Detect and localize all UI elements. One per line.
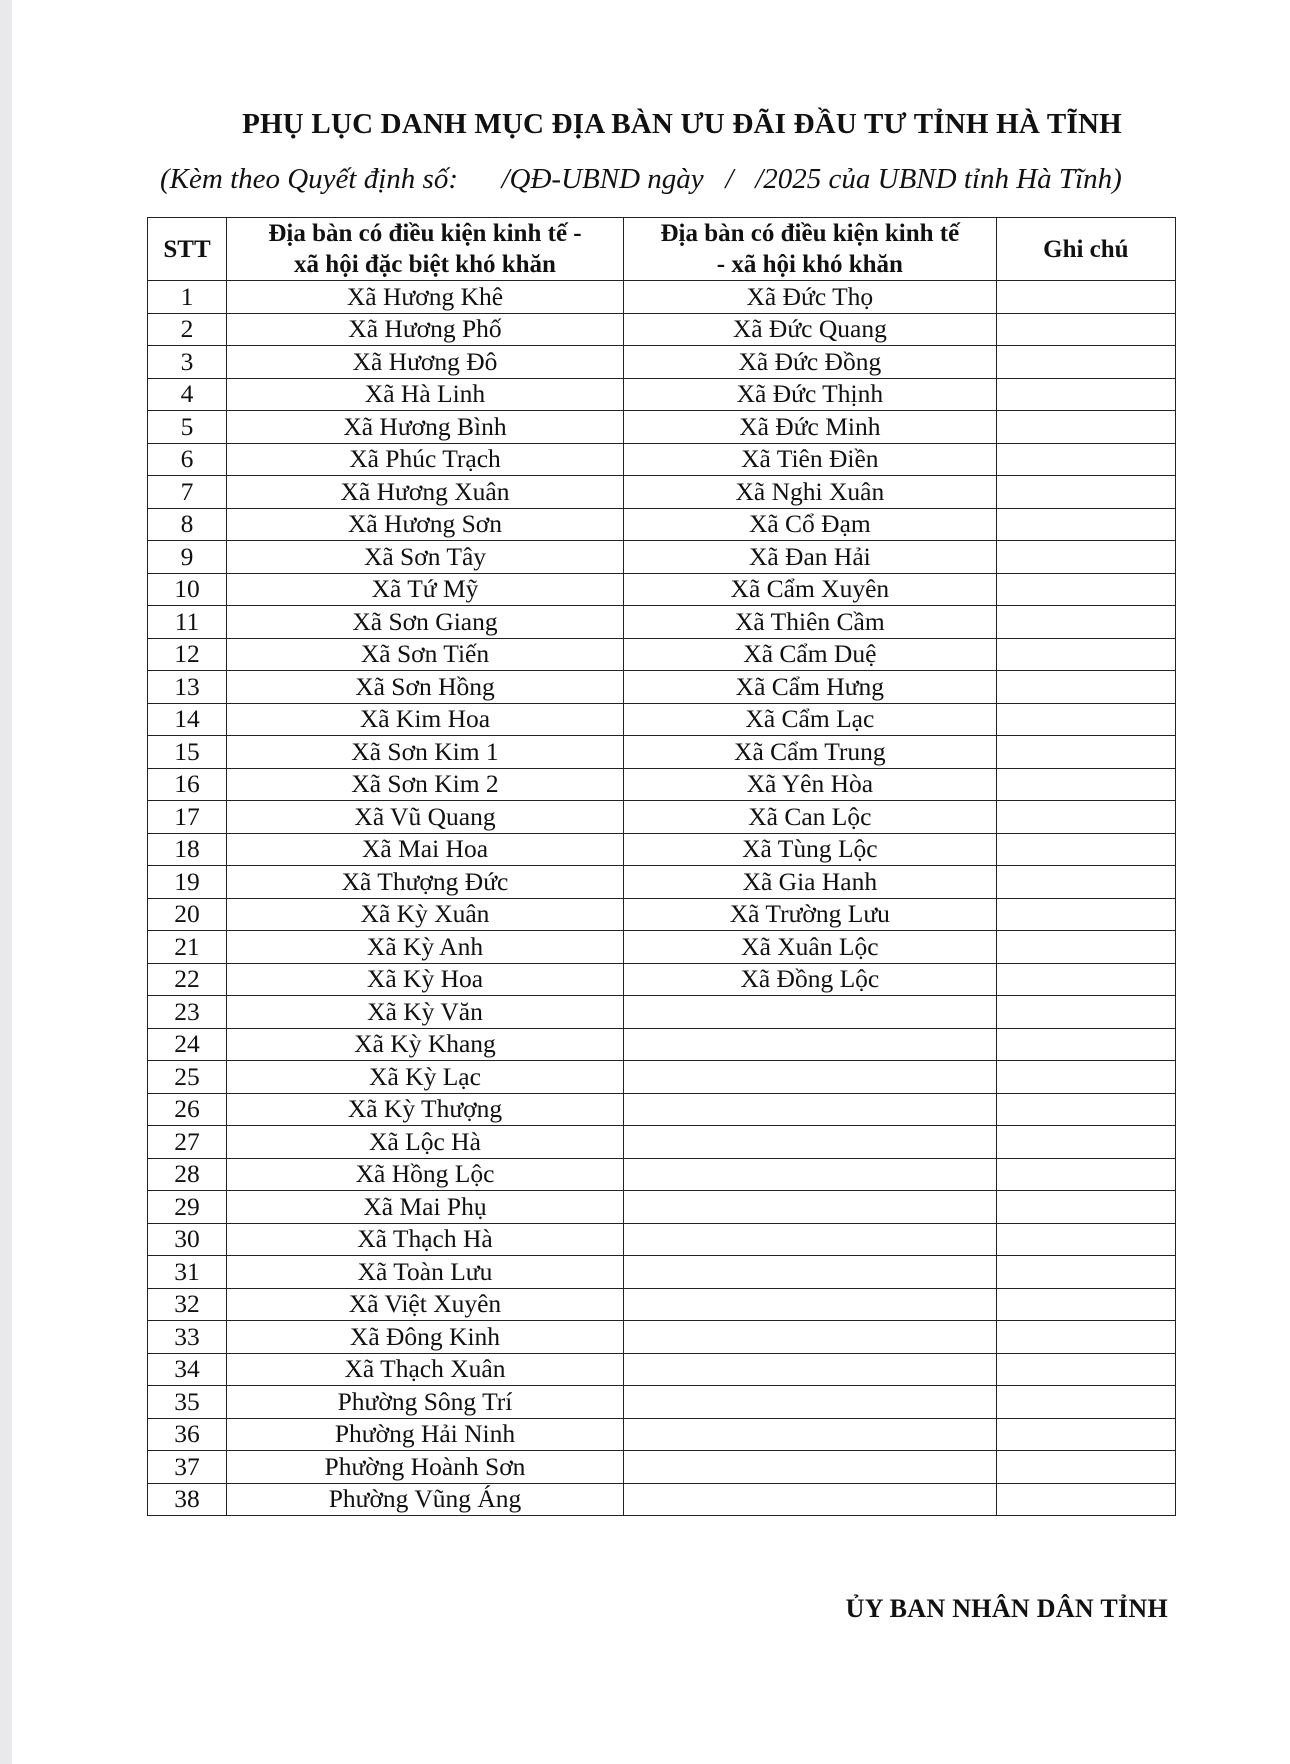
cell-special-difficult-area: Xã Hương Sơn xyxy=(226,508,623,541)
cell-special-difficult-area: Xã Sơn Tiến xyxy=(226,638,623,671)
document-title: PHỤ LỤC DANH MỤC ĐỊA BÀN ƯU ĐÃI ĐẦU TƯ TỈNH HÀ TĨNH xyxy=(242,108,1122,140)
table-row xyxy=(148,898,1176,931)
cell-note xyxy=(996,476,1175,509)
cell-stt: 24 xyxy=(148,1028,227,1061)
cell-special-difficult-area: Xã Tứ Mỹ xyxy=(226,573,623,606)
cell-special-difficult-area: Phường Vũng Áng xyxy=(226,1483,623,1516)
cell-special-difficult-area: Xã Kỳ Khang xyxy=(226,1028,623,1061)
cell-difficult-area: Xã Cổ Đạm xyxy=(624,508,997,541)
cell-note xyxy=(996,1028,1175,1061)
cell-stt: 27 xyxy=(148,1126,227,1159)
cell-special-difficult-area: Xã Hương Đô xyxy=(226,346,623,379)
cell-special-difficult-area: Xã Sơn Hồng xyxy=(226,671,623,704)
cell-note xyxy=(996,1061,1175,1094)
cell-special-difficult-area: Xã Việt Xuyên xyxy=(226,1288,623,1321)
cell-difficult-area: Xã Đức Thọ xyxy=(624,281,997,314)
cell-special-difficult-area: Xã Hương Phố xyxy=(226,313,623,346)
cell-difficult-area xyxy=(624,996,997,1029)
cell-note xyxy=(996,736,1175,769)
cell-stt: 37 xyxy=(148,1451,227,1484)
cell-difficult-area: Xã Cẩm Lạc xyxy=(624,703,997,736)
cell-difficult-area: Xã Yên Hòa xyxy=(624,768,997,801)
table-body xyxy=(148,281,1176,1516)
cell-special-difficult-area: Phường Hải Ninh xyxy=(226,1418,623,1451)
cell-special-difficult-area: Xã Đông Kinh xyxy=(226,1321,623,1354)
header-note: Ghi chú xyxy=(996,218,1175,281)
cell-note xyxy=(996,1386,1175,1419)
cell-note xyxy=(996,703,1175,736)
cell-difficult-area xyxy=(624,1321,997,1354)
table-row xyxy=(148,411,1176,444)
cell-difficult-area xyxy=(624,1158,997,1191)
table-row xyxy=(148,573,1176,606)
table-row xyxy=(148,703,1176,736)
cell-difficult-area xyxy=(624,1288,997,1321)
cell-note xyxy=(996,1158,1175,1191)
cell-note xyxy=(996,508,1175,541)
table-row xyxy=(148,378,1176,411)
cell-stt: 36 xyxy=(148,1418,227,1451)
cell-note xyxy=(996,1483,1175,1516)
cell-note xyxy=(996,866,1175,899)
cell-special-difficult-area: Xã Toàn Lưu xyxy=(226,1256,623,1289)
cell-stt: 14 xyxy=(148,703,227,736)
table-row xyxy=(148,346,1176,379)
cell-special-difficult-area: Xã Kỳ Văn xyxy=(226,996,623,1029)
cell-difficult-area: Xã Cẩm Hưng xyxy=(624,671,997,704)
signature-block: ỦY BAN NHÂN DÂN TỈNH xyxy=(845,1594,1168,1623)
cell-stt: 22 xyxy=(148,963,227,996)
table-row xyxy=(148,1483,1176,1516)
cell-stt: 4 xyxy=(148,378,227,411)
cell-difficult-area: Xã Tùng Lộc xyxy=(624,833,997,866)
cell-special-difficult-area: Xã Mai Hoa xyxy=(226,833,623,866)
table-row xyxy=(148,443,1176,476)
cell-difficult-area: Xã Thiên Cầm xyxy=(624,606,997,639)
area-list-table xyxy=(147,217,1176,1516)
cell-note xyxy=(996,963,1175,996)
cell-stt: 12 xyxy=(148,638,227,671)
table-row xyxy=(148,1126,1176,1159)
cell-special-difficult-area: Xã Hương Khê xyxy=(226,281,623,314)
cell-difficult-area: Xã Tiên Điền xyxy=(624,443,997,476)
cell-difficult-area xyxy=(624,1093,997,1126)
table-header-row xyxy=(148,218,1176,281)
cell-stt: 26 xyxy=(148,1093,227,1126)
header-difficult xyxy=(624,218,997,281)
table-row xyxy=(148,736,1176,769)
cell-difficult-area xyxy=(624,1451,997,1484)
cell-note xyxy=(996,573,1175,606)
table-row xyxy=(148,1093,1176,1126)
table-row xyxy=(148,866,1176,899)
cell-difficult-area xyxy=(624,1386,997,1419)
cell-stt: 33 xyxy=(148,1321,227,1354)
cell-note xyxy=(996,606,1175,639)
cell-difficult-area xyxy=(624,1223,997,1256)
table-row xyxy=(148,1288,1176,1321)
cell-note xyxy=(996,1353,1175,1386)
cell-stt: 34 xyxy=(148,1353,227,1386)
table-row xyxy=(148,1028,1176,1061)
cell-stt: 19 xyxy=(148,866,227,899)
cell-note xyxy=(996,411,1175,444)
table-row xyxy=(148,606,1176,639)
table-row xyxy=(148,313,1176,346)
cell-note xyxy=(996,1451,1175,1484)
cell-stt: 9 xyxy=(148,541,227,574)
cell-special-difficult-area: Phường Hoành Sơn xyxy=(226,1451,623,1484)
cell-special-difficult-area: Xã Kỳ Anh xyxy=(226,931,623,964)
cell-stt: 28 xyxy=(148,1158,227,1191)
cell-note xyxy=(996,898,1175,931)
cell-note xyxy=(996,768,1175,801)
table-row xyxy=(148,833,1176,866)
table-row xyxy=(148,801,1176,834)
cell-note xyxy=(996,378,1175,411)
cell-special-difficult-area: Xã Kỳ Lạc xyxy=(226,1061,623,1094)
document-subtitle: (Kèm theo Quyết định số: /QĐ-UBND ngày / /2025 của UBND tỉnh Hà Tĩnh) xyxy=(160,163,1122,195)
cell-stt: 17 xyxy=(148,801,227,834)
cell-difficult-area: Xã Trường Lưu xyxy=(624,898,997,931)
cell-difficult-area xyxy=(624,1353,997,1386)
cell-special-difficult-area: Xã Sơn Giang xyxy=(226,606,623,639)
table-row xyxy=(148,1256,1176,1289)
cell-difficult-area: Xã Đan Hải xyxy=(624,541,997,574)
cell-special-difficult-area: Xã Hương Xuân xyxy=(226,476,623,509)
cell-note xyxy=(996,1321,1175,1354)
cell-stt: 1 xyxy=(148,281,227,314)
cell-difficult-area xyxy=(624,1256,997,1289)
cell-stt: 29 xyxy=(148,1191,227,1224)
cell-stt: 25 xyxy=(148,1061,227,1094)
cell-special-difficult-area: Xã Phúc Trạch xyxy=(226,443,623,476)
table-row xyxy=(148,931,1176,964)
cell-stt: 35 xyxy=(148,1386,227,1419)
cell-stt: 30 xyxy=(148,1223,227,1256)
cell-special-difficult-area: Xã Sơn Tây xyxy=(226,541,623,574)
cell-note xyxy=(996,833,1175,866)
cell-note xyxy=(996,671,1175,704)
table-row xyxy=(148,1191,1176,1224)
cell-special-difficult-area: Xã Lộc Hà xyxy=(226,1126,623,1159)
cell-note xyxy=(996,346,1175,379)
cell-difficult-area xyxy=(624,1028,997,1061)
cell-stt: 11 xyxy=(148,606,227,639)
cell-stt: 16 xyxy=(148,768,227,801)
cell-difficult-area: Xã Cẩm Xuyên xyxy=(624,573,997,606)
cell-stt: 31 xyxy=(148,1256,227,1289)
cell-note xyxy=(996,443,1175,476)
cell-note xyxy=(996,801,1175,834)
cell-special-difficult-area: Xã Hà Linh xyxy=(226,378,623,411)
cell-difficult-area xyxy=(624,1418,997,1451)
cell-difficult-area: Xã Cẩm Trung xyxy=(624,736,997,769)
cell-special-difficult-area: Xã Kỳ Hoa xyxy=(226,963,623,996)
table-row xyxy=(148,1386,1176,1419)
cell-note xyxy=(996,313,1175,346)
cell-special-difficult-area: Xã Sơn Kim 2 xyxy=(226,768,623,801)
table-row xyxy=(148,1451,1176,1484)
cell-special-difficult-area: Xã Vũ Quang xyxy=(226,801,623,834)
cell-difficult-area: Xã Đức Thịnh xyxy=(624,378,997,411)
cell-note xyxy=(996,541,1175,574)
cell-special-difficult-area: Xã Sơn Kim 1 xyxy=(226,736,623,769)
table-row xyxy=(148,1223,1176,1256)
table-row xyxy=(148,638,1176,671)
header-special-line2: xã hội đặc biệt khó khăn xyxy=(294,251,556,278)
cell-note xyxy=(996,1093,1175,1126)
cell-difficult-area xyxy=(624,1061,997,1094)
cell-stt: 15 xyxy=(148,736,227,769)
table-row xyxy=(148,541,1176,574)
cell-difficult-area: Xã Nghi Xuân xyxy=(624,476,997,509)
cell-difficult-area: Xã Xuân Lộc xyxy=(624,931,997,964)
cell-stt: 38 xyxy=(148,1483,227,1516)
cell-note xyxy=(996,1191,1175,1224)
cell-stt: 13 xyxy=(148,671,227,704)
cell-difficult-area xyxy=(624,1126,997,1159)
cell-special-difficult-area: Xã Hương Bình xyxy=(226,411,623,444)
cell-stt: 21 xyxy=(148,931,227,964)
header-special-line1: Địa bàn có điều kiện kinh tế - xyxy=(268,220,582,247)
cell-difficult-area xyxy=(624,1483,997,1516)
cell-note xyxy=(996,1418,1175,1451)
table-row xyxy=(148,963,1176,996)
cell-special-difficult-area: Xã Hồng Lộc xyxy=(226,1158,623,1191)
header-difficult-line2: - xã hội khó khăn xyxy=(716,251,903,278)
cell-difficult-area: Xã Đồng Lộc xyxy=(624,963,997,996)
table-row xyxy=(148,768,1176,801)
table-row xyxy=(148,1321,1176,1354)
table-row xyxy=(148,1061,1176,1094)
cell-difficult-area: Xã Đức Quang xyxy=(624,313,997,346)
cell-difficult-area: Xã Gia Hanh xyxy=(624,866,997,899)
cell-stt: 32 xyxy=(148,1288,227,1321)
cell-stt: 3 xyxy=(148,346,227,379)
cell-stt: 23 xyxy=(148,996,227,1029)
cell-special-difficult-area: Xã Kỳ Xuân xyxy=(226,898,623,931)
table-row xyxy=(148,476,1176,509)
cell-difficult-area: Xã Cẩm Duệ xyxy=(624,638,997,671)
cell-note xyxy=(996,996,1175,1029)
cell-stt: 18 xyxy=(148,833,227,866)
cell-note xyxy=(996,281,1175,314)
header-special-difficult xyxy=(226,218,623,281)
table-row xyxy=(148,1158,1176,1191)
cell-special-difficult-area: Xã Thạch Xuân xyxy=(226,1353,623,1386)
cell-stt: 5 xyxy=(148,411,227,444)
cell-note xyxy=(996,931,1175,964)
cell-special-difficult-area: Xã Thượng Đức xyxy=(226,866,623,899)
cell-difficult-area: Xã Can Lộc xyxy=(624,801,997,834)
cell-special-difficult-area: Xã Kim Hoa xyxy=(226,703,623,736)
table-row xyxy=(148,281,1176,314)
cell-note xyxy=(996,1223,1175,1256)
table-row xyxy=(148,996,1176,1029)
cell-note xyxy=(996,1126,1175,1159)
cell-special-difficult-area: Phường Sông Trí xyxy=(226,1386,623,1419)
header-stt: STT xyxy=(148,218,227,281)
cell-special-difficult-area: Xã Kỳ Thượng xyxy=(226,1093,623,1126)
table-row xyxy=(148,508,1176,541)
table-row xyxy=(148,1418,1176,1451)
cell-stt: 6 xyxy=(148,443,227,476)
header-difficult-line1: Địa bàn có điều kiện kinh tế xyxy=(660,220,960,247)
cell-stt: 10 xyxy=(148,573,227,606)
cell-note xyxy=(996,1288,1175,1321)
cell-stt: 8 xyxy=(148,508,227,541)
cell-difficult-area: Xã Đức Minh xyxy=(624,411,997,444)
cell-note xyxy=(996,638,1175,671)
cell-special-difficult-area: Xã Thạch Hà xyxy=(226,1223,623,1256)
table-row xyxy=(148,1353,1176,1386)
cell-special-difficult-area: Xã Mai Phụ xyxy=(226,1191,623,1224)
cell-stt: 7 xyxy=(148,476,227,509)
cell-stt: 2 xyxy=(148,313,227,346)
table-row xyxy=(148,671,1176,704)
cell-note xyxy=(996,1256,1175,1289)
cell-stt: 20 xyxy=(148,898,227,931)
cell-difficult-area xyxy=(624,1191,997,1224)
cell-difficult-area: Xã Đức Đồng xyxy=(624,346,997,379)
